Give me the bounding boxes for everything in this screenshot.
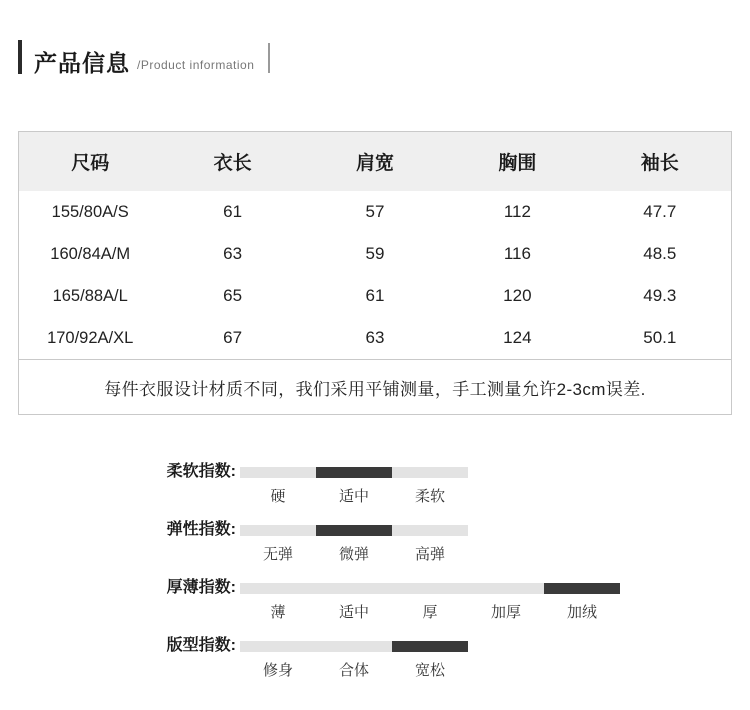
cell-size: 170/92A/XL: [47, 328, 134, 347]
cell-shoulder: 57: [365, 202, 385, 221]
index-option: 修身: [262, 662, 293, 679]
measurement-note: 每件衣服设计材质不同，我们采用平铺测量，手工测量允许2-3cm误差.: [19, 360, 731, 415]
index-fill-softness: [316, 467, 392, 478]
cell-length: 67: [223, 328, 243, 347]
cell-shoulder: 59: [365, 244, 385, 263]
column-header-size: 尺码: [19, 132, 161, 191]
index-label-elasticity: 弹性指数:: [166, 521, 236, 538]
index-option: 适中: [338, 488, 369, 505]
cell-size: 160/84A/M: [50, 244, 131, 263]
table-row: [19, 233, 731, 275]
index-option: 厚: [422, 604, 438, 621]
column-header-sleeve: 袖长: [589, 132, 731, 191]
index-option: 合体: [338, 662, 369, 679]
index-option: 柔软: [414, 488, 445, 505]
index-label-thickness: 厚薄指数:: [166, 579, 236, 596]
page-title: 产品信息: [34, 50, 130, 76]
cell-bust: 120: [503, 286, 532, 305]
cell-size: 155/80A/S: [51, 202, 129, 221]
index-option: 微弹: [338, 546, 369, 563]
cell-sleeve: 50.1: [643, 328, 677, 347]
column-header-shoulder: 肩宽: [304, 132, 446, 191]
index-row-thickness: [0, 578, 750, 636]
table-row: [19, 317, 731, 360]
header-accent-bar: [18, 40, 22, 74]
index-fill-fit: [392, 641, 468, 652]
index-option: 适中: [338, 604, 369, 621]
index-option: 高弹: [414, 546, 445, 563]
page-subtitle: /Product information: [137, 58, 255, 72]
cell-sleeve: 49.3: [643, 286, 677, 305]
size-table: [19, 132, 731, 414]
column-header-bust: 胸围: [446, 132, 588, 191]
index-label-softness: 柔软指数:: [166, 463, 236, 480]
cell-length: 65: [223, 286, 243, 305]
index-option: 加厚: [490, 604, 521, 621]
index-row-fit: [0, 636, 750, 694]
index-option: 薄: [270, 604, 286, 621]
cell-size: 165/88A/L: [52, 286, 128, 305]
index-fill-elasticity: [316, 525, 392, 536]
table-row: [19, 191, 731, 233]
cell-length: 63: [223, 244, 243, 263]
index-option: 宽松: [414, 662, 445, 679]
cell-length: 61: [223, 202, 243, 221]
index-row-softness: [0, 462, 750, 520]
index-label-fit: 版型指数:: [166, 637, 236, 654]
size-table-container: [18, 131, 732, 415]
index-option: 硬: [270, 488, 286, 505]
table-header-row: [19, 132, 731, 191]
header-divider-bar: [268, 43, 270, 73]
fabric-index-section: [0, 462, 750, 694]
index-option: 无弹: [262, 546, 293, 563]
table-row: [19, 275, 731, 317]
cell-bust: 116: [503, 244, 531, 263]
index-option: 加绒: [566, 604, 597, 621]
cell-bust: 112: [503, 202, 531, 221]
cell-sleeve: 47.7: [643, 202, 677, 221]
cell-sleeve: 48.5: [643, 244, 677, 263]
measurement-note-row: [19, 360, 731, 415]
page-header: [18, 40, 270, 74]
cell-shoulder: 63: [365, 328, 385, 347]
column-header-length: 衣长: [161, 132, 303, 191]
index-fill-thickness: [544, 583, 620, 594]
index-row-elasticity: [0, 520, 750, 578]
cell-bust: 124: [503, 328, 532, 347]
cell-shoulder: 61: [365, 286, 385, 305]
